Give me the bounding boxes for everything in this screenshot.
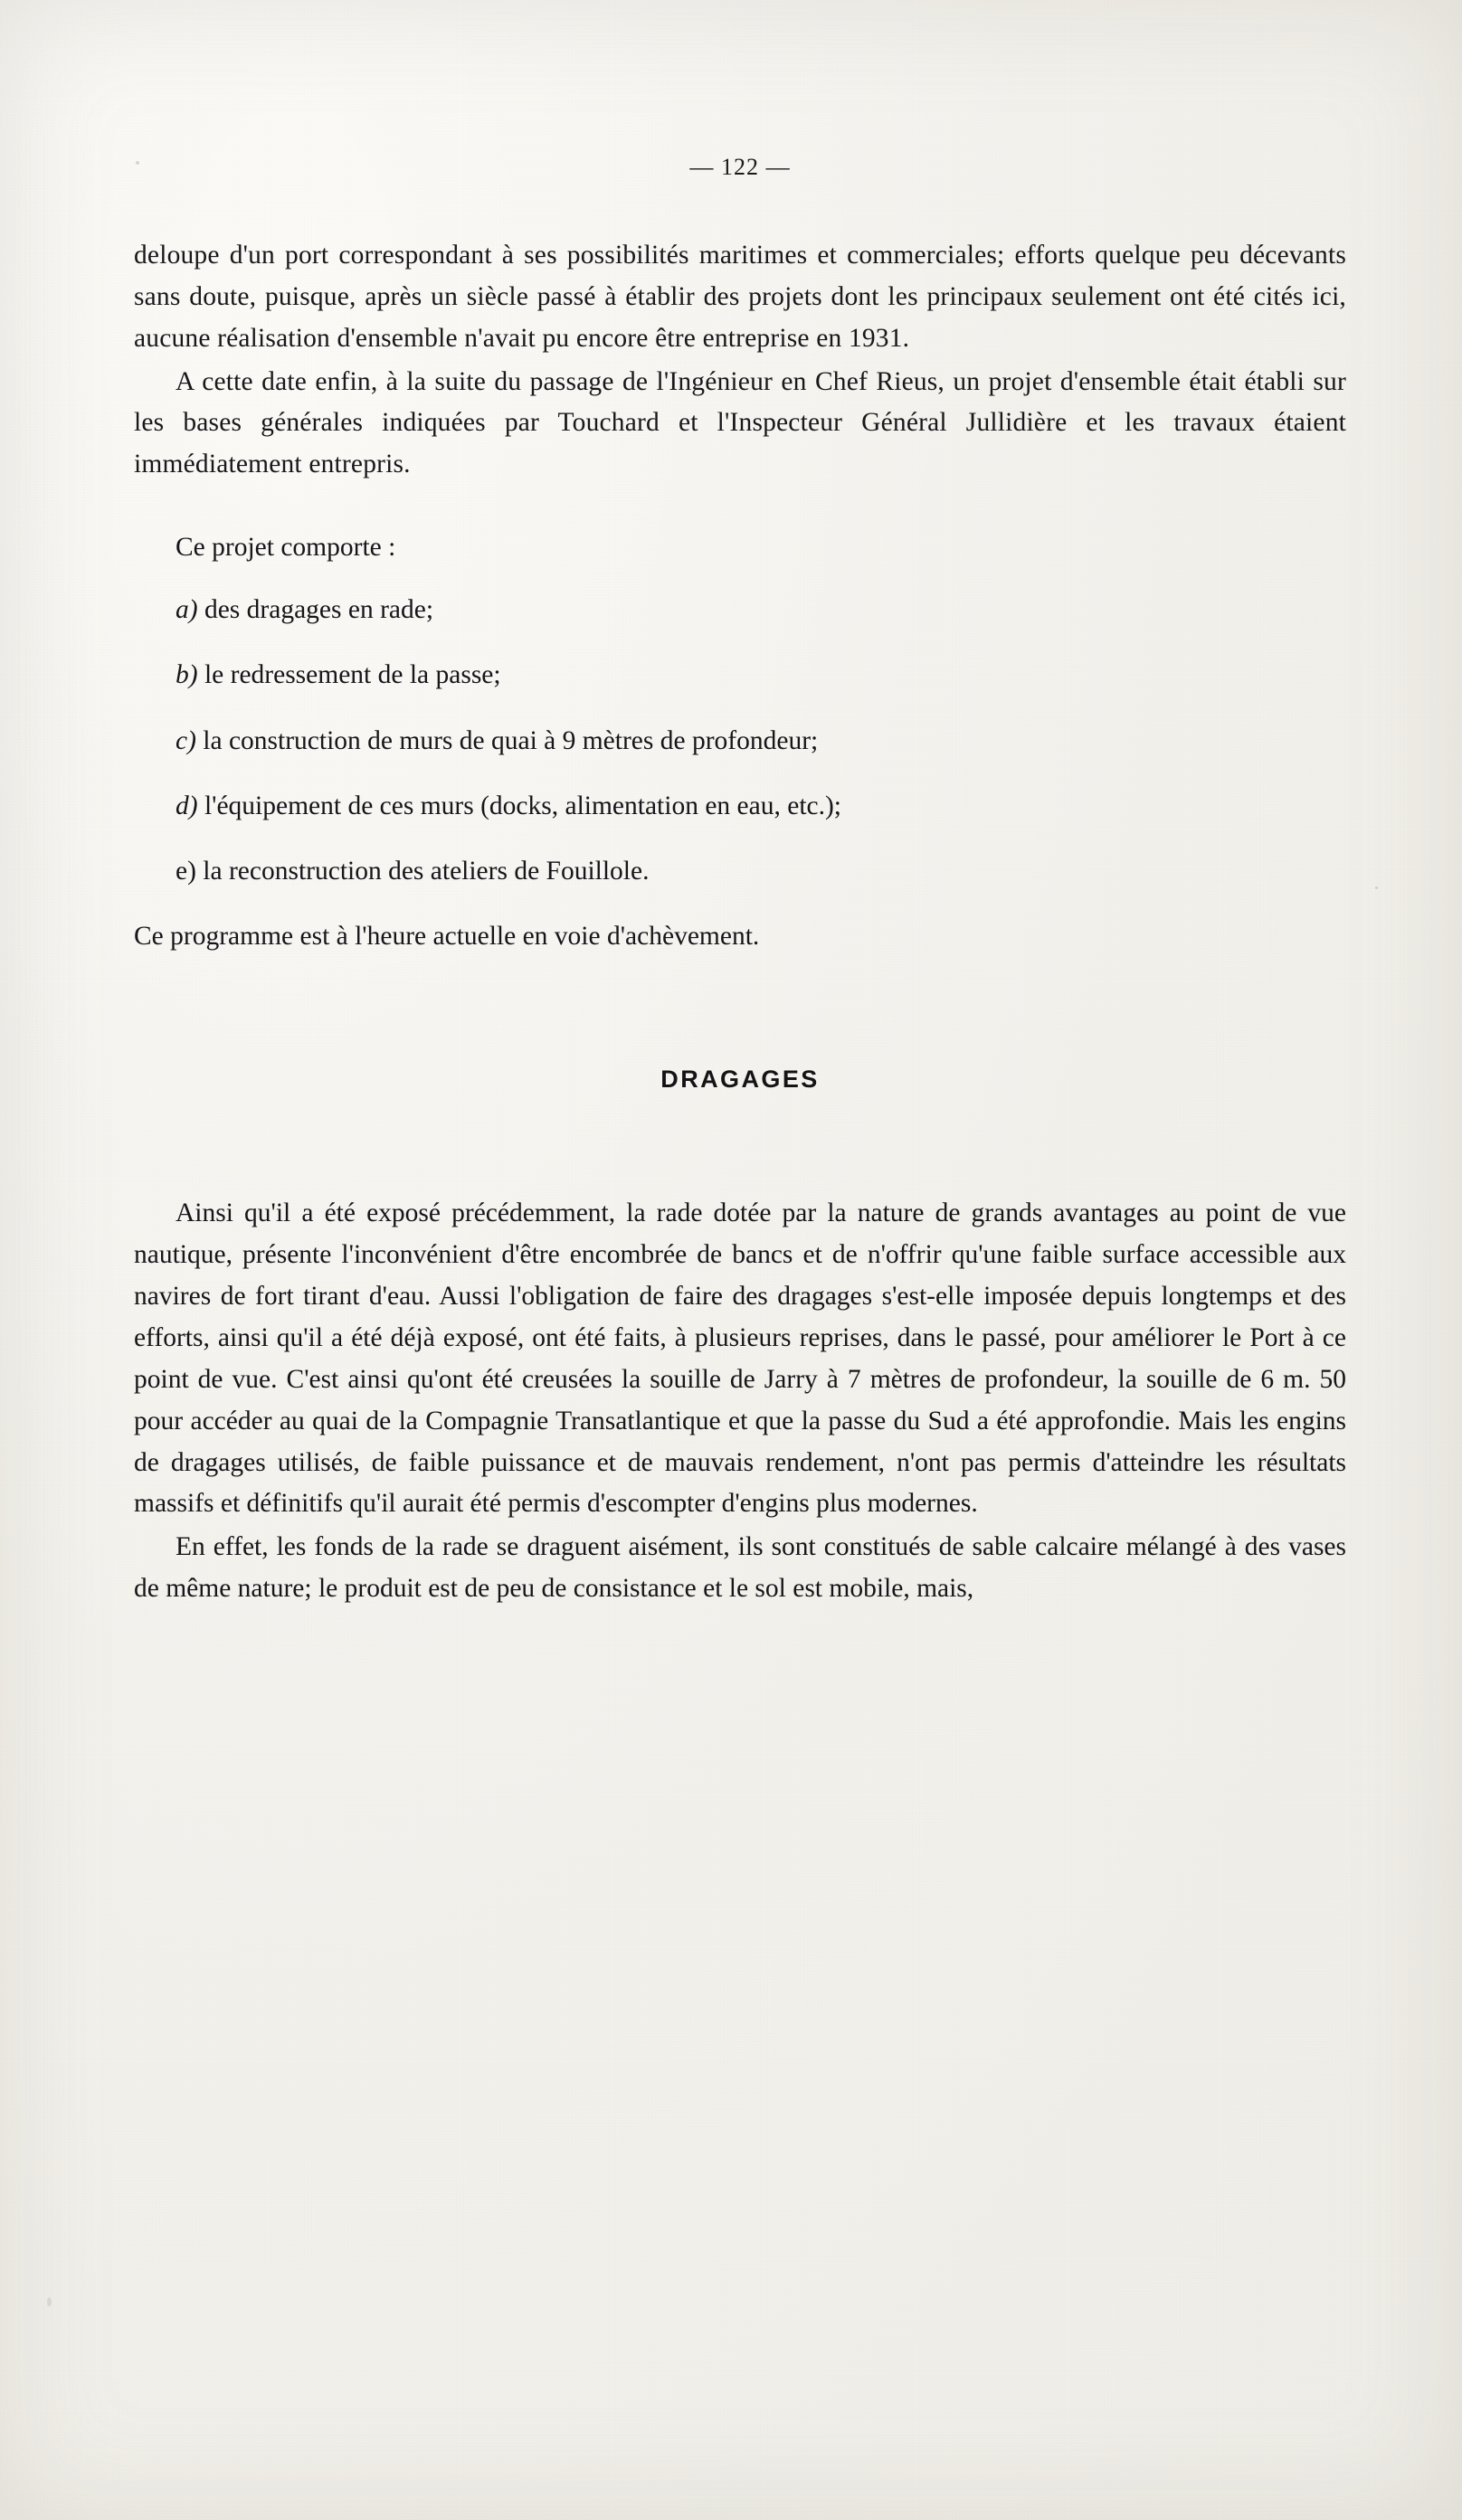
list-item-label: la construction de murs de quai à 9 mètres de profondeur; bbox=[203, 725, 819, 755]
list-item-label: l'équipement de ces murs (docks, alimentation en eau, etc.); bbox=[204, 791, 842, 820]
list-item-marker: d) bbox=[176, 791, 198, 820]
paragraph-dragages-1: Ainsi qu'il a été exposé précédemment, la rade dotée par la nature de grands avantages au point de vue nautique, présente l'inconvénient d'être encombrée de bancs et de n'offrir qu'une faible surface accessible aux navires de fort tirant d'eau. Aussi l'obligation de faire des dragages s'est-elle imposée depuis longtemps et des efforts, ainsi qu'il a été déjà exposé, ont été faits, à plusieurs reprises, dans le passé, pour améliorer le Port à ce point de vue. C'est ainsi qu'ont été creusées la souille de Jarry à 7 mètres de profondeur, la souille de 6 m. 50 pour accéder au quai de la Compagnie Transatlantique et que la passe du Sud a été approfondie. Mais les engins de dragages utilisés, de faible puissance et de mauvais rendement, n'ont pas permis d'atteindre les résultats massifs et définitifs qu'il aurait été permis d'escompter d'engins plus modernes. bbox=[134, 1198, 1346, 1519]
section-heading: DRAGAGES bbox=[660, 1066, 820, 1094]
paragraph-continuation: deloupe d'un port correspondant à ses possibilités maritimes et commerciales; efforts quelque peu décevants sans doute, puisque, après un siècle passé à établir des projets dont les principaux seulement ont été cités ici, aucune réalisation d'ensemble n'avait pu encore être entreprise en 1931. bbox=[134, 241, 1346, 353]
section-body-text bbox=[134, 1193, 1346, 1610]
list-item-marker: c) bbox=[176, 725, 196, 755]
list-item-marker: e) bbox=[176, 857, 196, 886]
list-item bbox=[134, 786, 1346, 826]
list-item-label: la reconstruction des ateliers de Fouillole. bbox=[203, 857, 650, 886]
list-item bbox=[134, 721, 1346, 761]
page-number: — 122 — bbox=[689, 154, 791, 180]
list-item bbox=[134, 590, 1346, 630]
project-list bbox=[134, 590, 1346, 891]
list-item-label: le redressement de la passe; bbox=[204, 660, 501, 690]
list-intro-line: Ce projet comporte : bbox=[176, 533, 396, 563]
paper-speck bbox=[47, 2297, 52, 2307]
list-item-marker: a) bbox=[176, 595, 198, 625]
paragraph-1931-project: A cette date enfin, à la suite du passage de l'Ingénieur en Chef Rieus, un projet d'ensemble était établi sur les bases générales indiquées par Touchard et l'Inspecteur Général Jullidière et les travaux étaient immédiatement entrepris. bbox=[134, 366, 1346, 479]
list-item-label: des dragages en rade; bbox=[204, 595, 434, 625]
list-item bbox=[134, 851, 1346, 891]
opening-body-text bbox=[134, 235, 1346, 486]
paper-speck bbox=[1375, 886, 1378, 889]
list-item bbox=[134, 655, 1346, 695]
page-content bbox=[134, 0, 1346, 1610]
closing-paragraph: Ce programme est à l'heure actuelle en voie d'achèvement. bbox=[134, 922, 760, 952]
paragraph-dragages-2: En effet, les fonds de la rade se draguent aisément, ils sont constitués de sable calcaire mélangé à des vases de même nature; le produit est de peu de consistance et le sol est mobile, mais, bbox=[134, 1532, 1346, 1604]
list-item-marker: b) bbox=[176, 660, 198, 690]
